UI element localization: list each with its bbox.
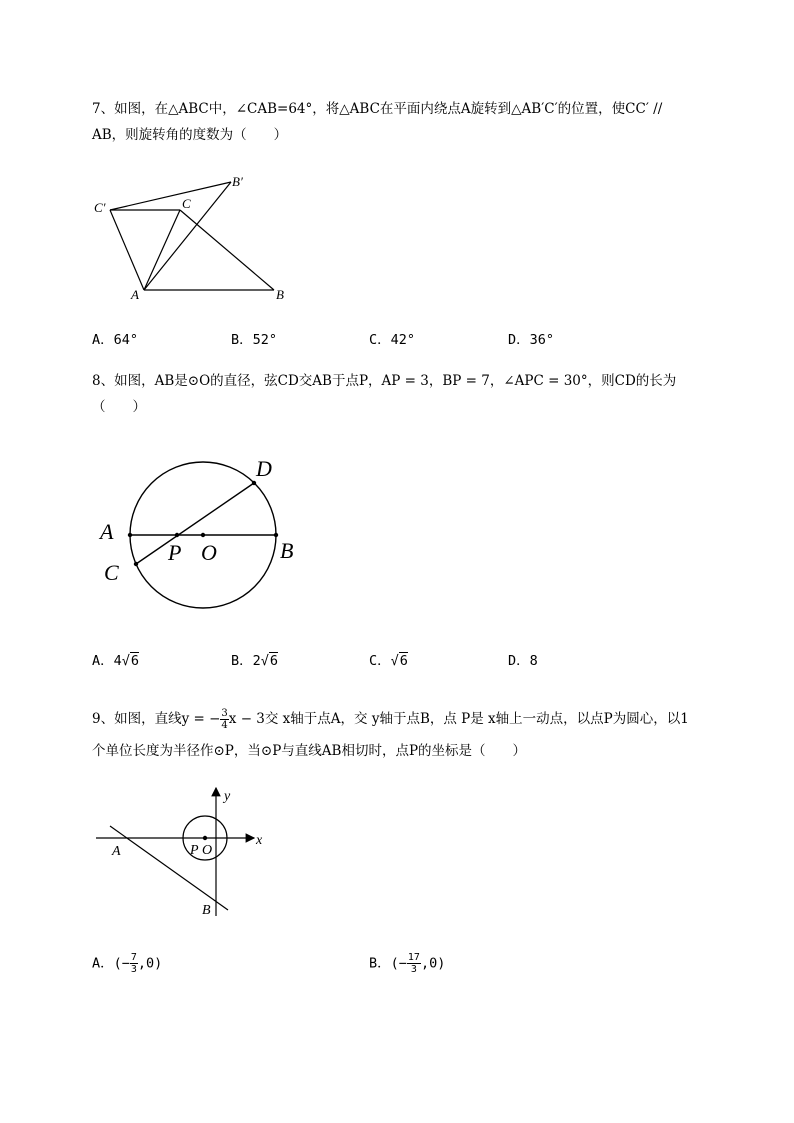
q9-label-p: P [190,843,199,858]
q7-label-c: C [182,196,191,211]
q9-option-a-numerator: 7 [130,952,137,963]
q9-label-o: O [202,843,213,858]
q8-option-b-radicand: 6 [269,653,279,669]
q9-label-b: B [202,903,211,918]
q7-segment-cb [180,210,274,290]
sqrt-icon: √ [260,653,269,669]
q7-option-d[interactable]: D．36° [508,332,555,348]
q9-option-a-suffix: ,0) [137,955,163,972]
sqrt-icon: √ [121,653,130,669]
q8-option-c-radicand: 6 [399,653,408,669]
q8-label-c: C [104,560,119,585]
q8-circle-figure [96,448,316,616]
q8-option-a-radicand: 6 [130,653,140,669]
q7-segment-c-prime-b-prime [110,182,231,210]
q8-stem-line2: （ ） [92,399,146,415]
q9-stem-line1-post: x − 3交 x轴于点A，交 y轴于点B，点 P是 x轴上一动点，以点P为圆心，以1 [228,711,689,727]
q9-option-b-suffix: ,0) [420,955,446,972]
q9-option-b-prefix: B．(− [369,955,407,972]
q9-option-b-fraction [407,952,421,975]
q8-point-c [134,562,138,566]
q8-label-b: B [280,538,294,563]
q8-point-a [128,533,132,537]
q8-point-b [274,533,278,537]
q8-label-o: O [201,540,217,565]
q9-stem-line2: 个单位长度为半径作⊙P，当⊙P与直线AB相切时，点P的坐标是（ ） [92,743,527,759]
q8-chord-cd [136,483,254,564]
q9-coordinate-figure [92,782,282,922]
q8-point-p [175,533,179,537]
q9-option-b[interactable] [369,952,445,975]
q7-rotation-figure [88,168,308,308]
q9-option-a[interactable] [92,952,162,975]
q7-label-b: B [276,287,284,302]
q9-option-a-fraction [130,952,138,975]
q8-point-o [201,533,205,537]
q9-option-b-numerator: 17 [407,952,420,963]
q7-stem-line2: AB，则旋转角的度数为（ ） [92,127,288,143]
q9-option-a-denominator: 3 [130,964,137,975]
q7-stem-line1: 7、如图，在△ABC中，∠CAB=64°，将△ABC在平面内绕点A旋转到△AB′C′的位置，使CC′ // [92,101,663,117]
q8-option-b[interactable] [231,652,278,670]
q9-label-y: y [224,789,231,804]
sqrt-icon: √ [390,653,399,669]
q8-option-d[interactable]: D．8 [508,653,538,669]
q8-option-c-prefix: C． [369,653,391,669]
q9-label-a: A [112,844,121,859]
q8-stem-line1: 8、如图，AB是⊙O的直径，弦CD交AB于点P，AP = 3，BP = 7，∠APC = 30°，则CD的长为 [92,373,677,389]
q8-option-a-prefix: A．4 [92,653,122,669]
q7-option-b[interactable]: B．52° [231,332,278,348]
q9-option-b-denominator: 3 [410,964,417,975]
q9-stem-line1-pre: 9、如图，直线y = − [92,711,221,727]
q7-label-b-prime: B′ [232,174,243,189]
q7-option-c[interactable]: C．42° [369,332,416,348]
q8-point-d [252,481,256,485]
q9-point-p [203,836,207,840]
q8-label-a: A [100,519,114,544]
q7-segment-ac [144,210,180,290]
q7-label-a: A [131,287,139,302]
q9-label-x: x [256,833,263,848]
q8-option-a[interactable] [92,652,139,670]
q9-stem-line1 [92,708,689,731]
q8-label-d: D [256,456,272,481]
q7-option-a[interactable]: A．64° [92,332,139,348]
q9-slope-denominator: 4 [221,720,228,731]
q9-slope-numerator: 3 [221,708,228,719]
q7-label-c-prime: C′ [94,200,106,215]
q9-slope-fraction [220,708,228,731]
q8-option-c[interactable] [369,652,408,670]
q9-option-a-prefix: A．(− [92,955,130,972]
q7-segment-ac-prime [110,210,144,290]
q8-option-b-prefix: B．2 [231,653,261,669]
q8-label-p: P [168,540,182,565]
